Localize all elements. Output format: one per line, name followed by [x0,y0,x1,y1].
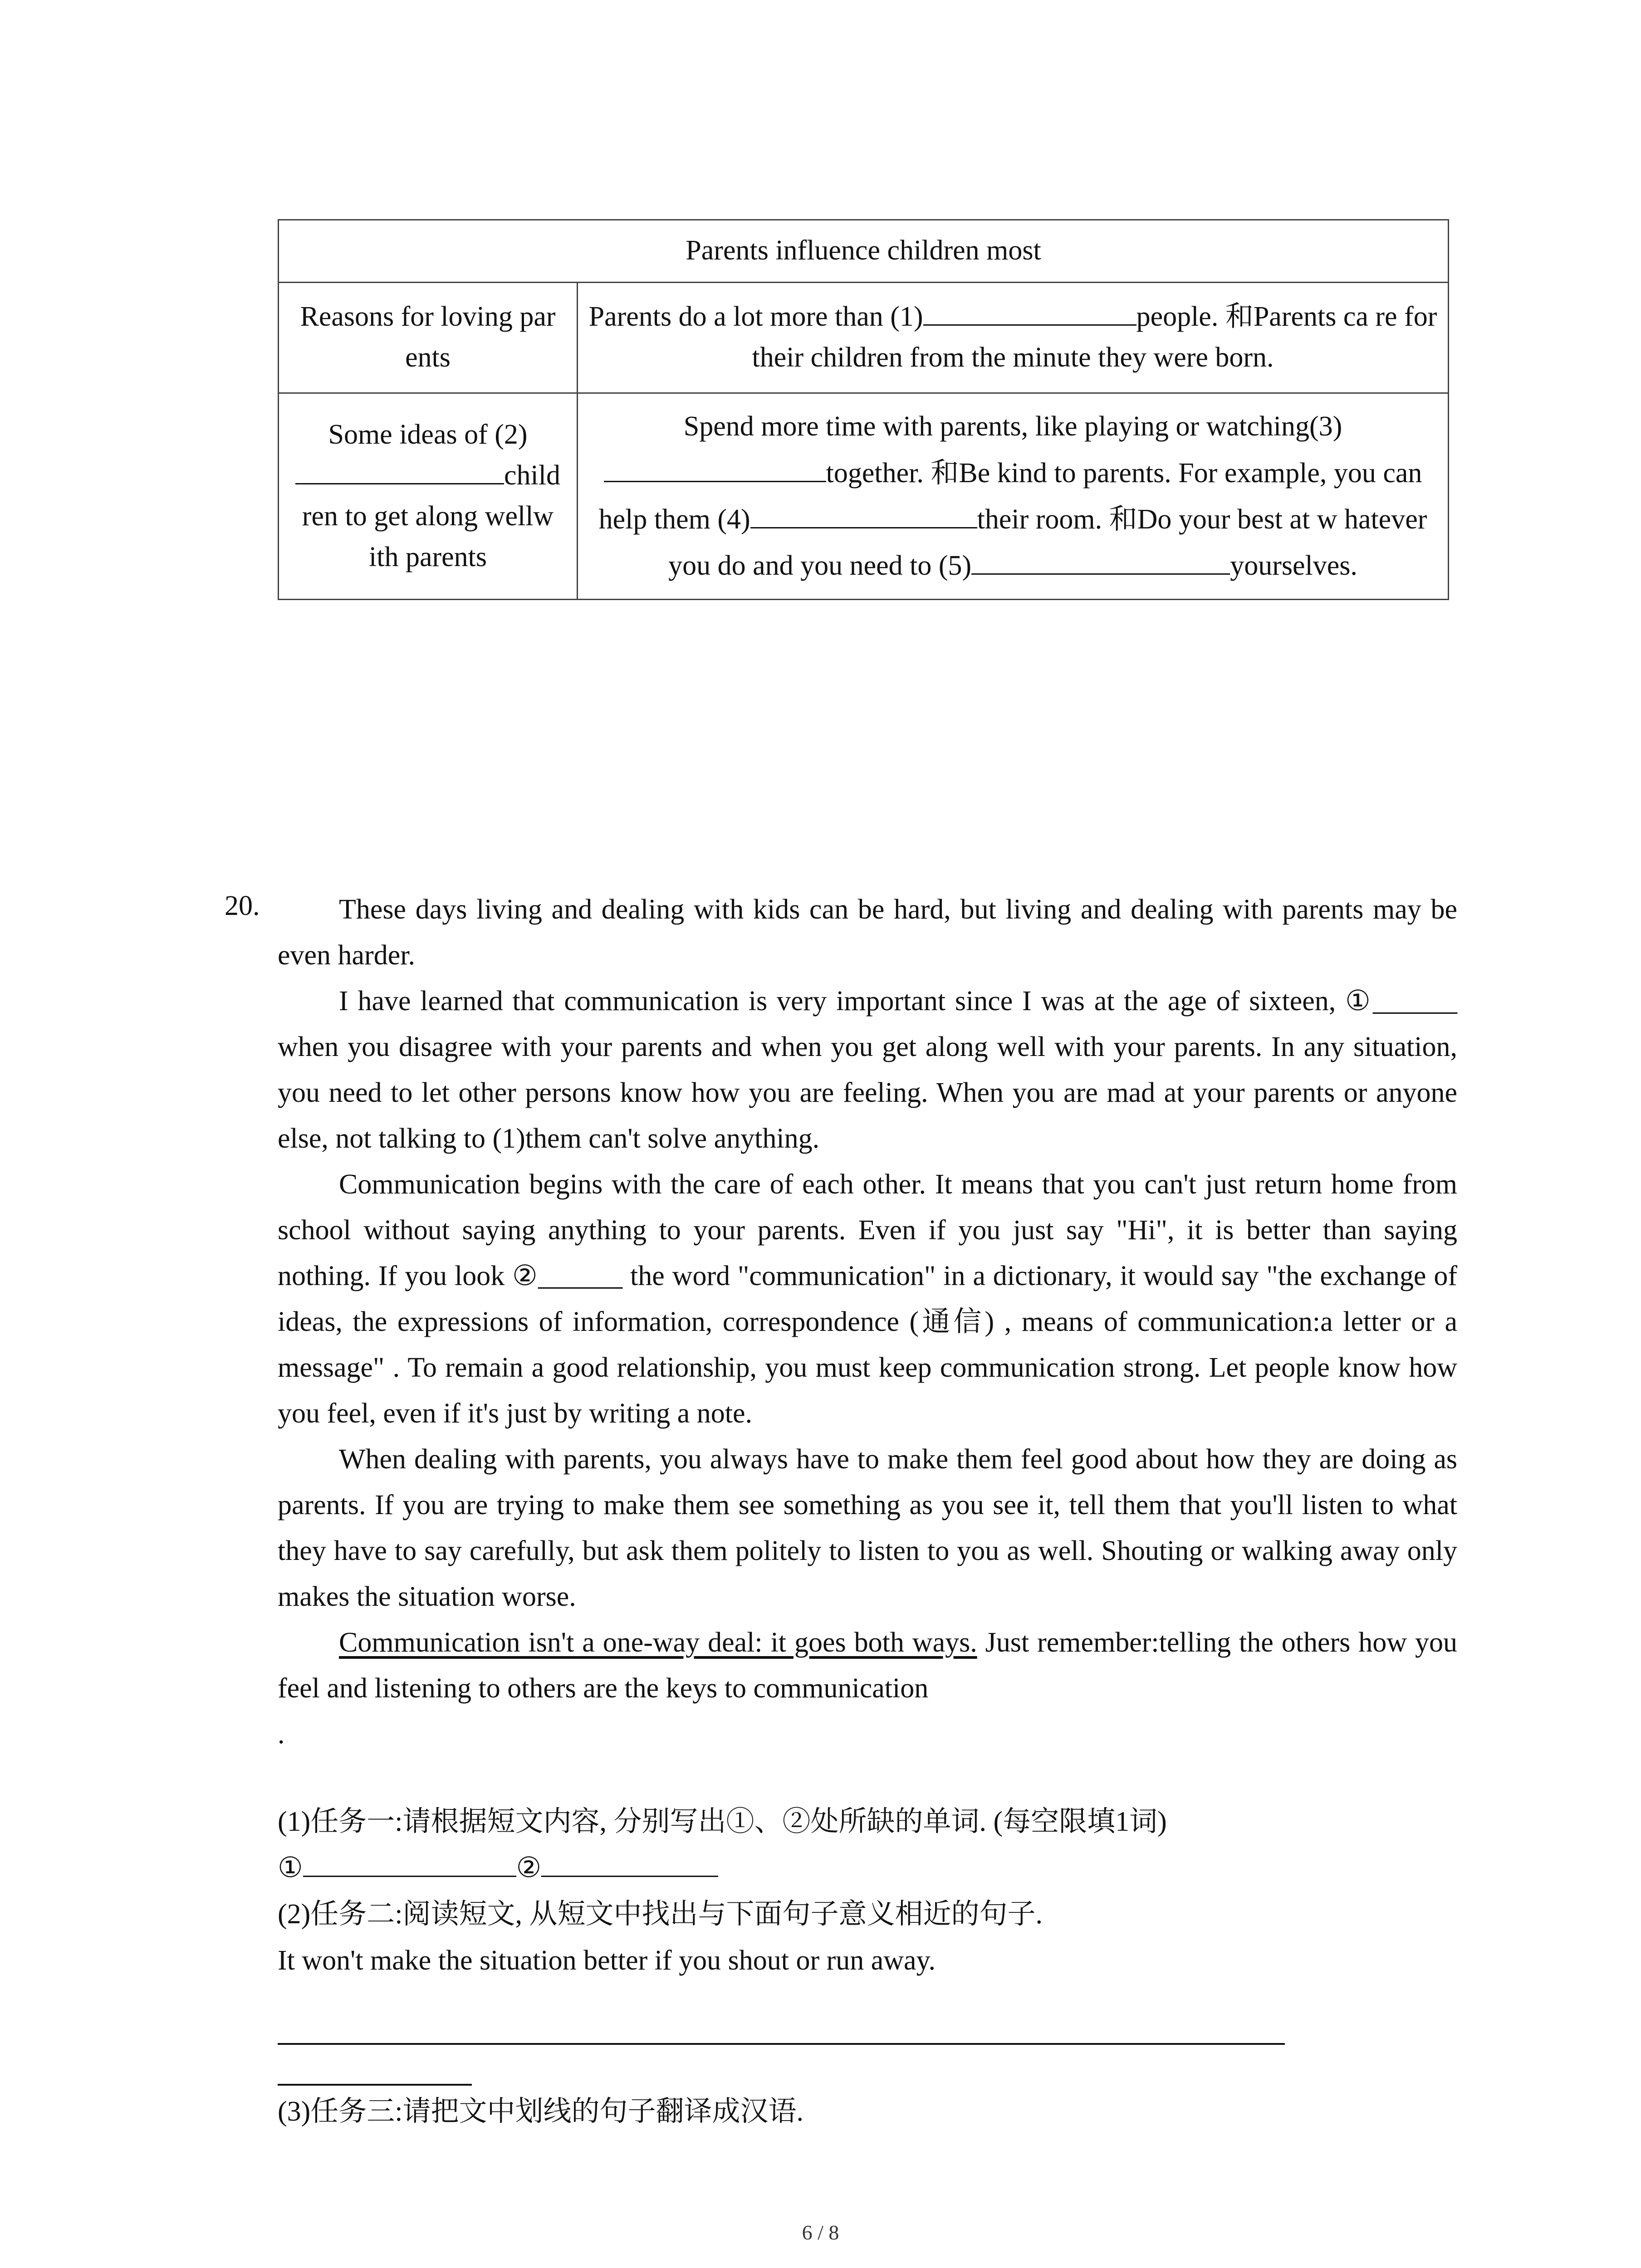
task-1-label-1: ① [278,1853,303,1883]
cell-text: Spend more time with parents, like playing or watching(3) [683,411,1342,442]
passage-paragraph: These days living and dealing with kids can be hard, but living and dealing with parents may be even harder. [278,894,1457,971]
task-1-answer-line [278,1845,1457,1891]
cell-text: Some ideas of (2) [328,419,528,450]
passage-paragraph: Communication begins with the care of each other. It means that you can't just return home from school without saying anything to your parents. Even if you just say "Hi", it is better than saying nothing. If you look ②______ the word "communication" in a dictionary, it would say "the exchange of ideas, the expressions of information, correspondence (通信) , means of communication:a letter or a message" . To remain a good relationship, you must keep communication strong. Let people know how you feel, even if it's just by writing a note. [278,1169,1457,1429]
table-cell [578,393,1449,599]
question-number: 20. [225,890,260,921]
blank-1 [923,299,1136,326]
blank-3 [604,455,826,482]
answer-blank-2[interactable] [541,1852,718,1877]
table-row-label [279,393,578,599]
page-number: 6 / 8 [802,2221,839,2244]
reading-passage [278,887,1457,1757]
cell-text: people. 和Parents ca re for their children from the minute they were born. [752,301,1437,373]
cell-text: together. 和Be kind to parents. For example, you can help them (4) [598,457,1422,535]
table-header: Parents influence children most [279,220,1449,283]
table-row-label: Reasons for loving par ents [279,282,578,393]
answer-line[interactable] [278,2084,472,2086]
task-section [278,1799,1457,1984]
answer-blank-1[interactable] [303,1852,516,1877]
passage-paragraph: When dealing with parents, you always have to make them feel good about how they are doing as parents. If you are trying to make them see something as you see it, tell them that you'll listen to what they have to say carefully, but ask them politely to listen to you as well. Shouting or walking away only makes the situation worse. [278,1444,1457,1612]
summary-table [278,219,1449,600]
passage-paragraph [278,1620,1457,1711]
cell-text: yourselves. [1230,550,1357,582]
cell-text: child ren to get along wellw ith parents [302,460,560,572]
answer-line[interactable] [278,2043,1285,2045]
task-1-label-2: ② [516,1853,542,1883]
blank-4 [750,502,977,528]
underlined-sentence: Communication isn't a one-way deal: it goes both ways. [339,1627,977,1658]
table-cell [578,282,1449,393]
task-2-sentence: It won't make the situation better if you shout or run away. [278,1945,936,1976]
blank-2 [295,458,504,484]
passage-paragraph: . [278,1719,285,1750]
cell-text: their room. 和Do your best at w hatever you do and you need to (5) [668,503,1427,582]
passage-paragraph: I have learned that communication is very important since I was at the age of sixteen, ①______ when you disagree with your parents and when you get along well with your parents. In any situation, you need to let other persons know how you are feeling. When you are mad at your parents or anyone else, not talking to (1)them can't solve anything. [278,986,1457,1154]
task-1-prompt: (1)任务一:请根据短文内容, 分别写出①、②处所缺的单词. (每空限填1词) [278,1806,1167,1837]
blank-5 [971,548,1230,575]
passage-text: Just remember:telling the others how you feel and listening to others are the keys to communication [278,1627,1457,1704]
cell-text: Parents do a lot more than (1) [588,301,923,332]
task-3-prompt: (3)任务三:请把文中划线的句子翻译成汉语. [278,2096,804,2127]
task-2-prompt: (2)任务二:阅读短文, 从短文中找出与下面句子意义相近的句子. [278,1899,1043,1930]
